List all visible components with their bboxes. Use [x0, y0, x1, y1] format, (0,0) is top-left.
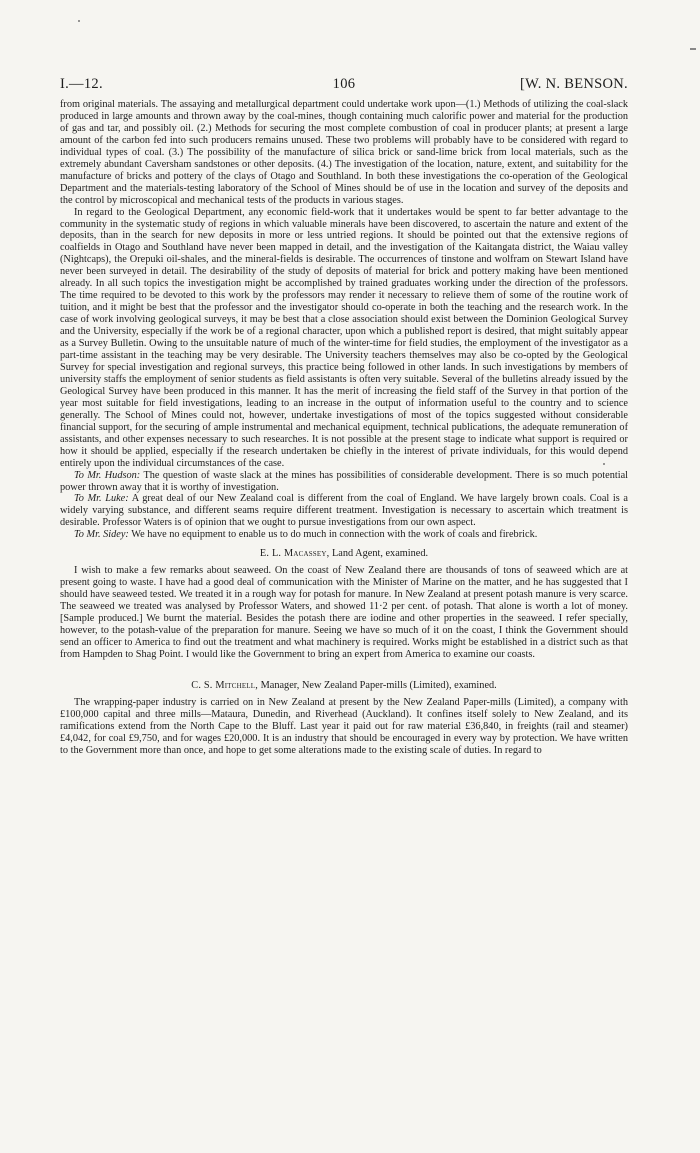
- reply-addressee: To Mr. Luke:: [74, 493, 129, 505]
- witness-heading: [60, 680, 628, 692]
- reply-paragraph: [60, 493, 628, 529]
- witness-role: Manager, New Zealand Paper-mills (Limited), examined.: [260, 679, 497, 691]
- document-page: [60, 76, 628, 757]
- witness-heading: [60, 548, 628, 560]
- author-reference: [W. N. BENSON.: [520, 76, 628, 92]
- reply-addressee: To Mr. Hudson:: [74, 469, 141, 481]
- page-number: 106: [332, 76, 356, 92]
- reply-text: The question of waste slack at the mines has possibilities of considerable development. There is so much potential power thrown away that it is worthy of investigation.: [60, 469, 628, 493]
- reply-text: We have no equipment to enable us to do much in connection with the work of coals and firebrick.: [131, 529, 538, 541]
- speck: [78, 20, 80, 22]
- paragraph: from original materials. The assaying and metallurgical department could undertake work upon—(1.) Methods of utilizing the coal-slack produced in large amounts and thrown away by the coal-mines, though containing much calorific power and material for the production of gas and tar, and possibly oil. (2.) Methods for securing the most complete combustion of coal in producer plants; at present a large amount of the carbon fed into such producers remains unused. These two problems will probably have to be considered with regard to individual types of coal. (3.) The possibility of the manufacture of silica brick or sand-lime brick from local materials, such as the extremely abundant Caversham sandstones or other deposits. (4.) The investigation of the location, nature, extent, and suitability for the manufacture of bricks and pottery of the clays of Otago and Southland. In both these investigations the co-operation of the Geological Department and the materials-testing laboratory of the School of Mines should be of use in the location and survey of the deposits and the control by microscopical and mechanical tests of the products in various stages.: [60, 99, 628, 206]
- running-header: [60, 76, 628, 93]
- reply-paragraph: [60, 529, 628, 541]
- page-edge-mark: [690, 48, 696, 50]
- witness-name: C. S. Mitchell,: [191, 679, 259, 691]
- reply-paragraph: [60, 470, 628, 494]
- witness-statement: The wrapping-paper industry is carried on in New Zealand at present by the New Zealand Paper-mills (Limited), a company with £100,000 capital and three mills—Mataura, Dunedin, and Riverhead (Auckland). It confines itself solely to New Zealand, and its ramifications extend from the North Cape to the Bluff. Last year it paid out for raw material £36,840, in freights (rail and steamer) £4,042, for coal £9,750, and for wages £20,000. It is an industry that should be encouraged in every way by protection. We have written to the Government more than once, and hope to get some alterations made to the existing scale of duties. In regard to: [60, 696, 628, 756]
- witness-statement: I wish to make a few remarks about seaweed. On the coast of New Zealand there are thousands of tons of seaweed which are at present going to waste. I have had a good deal of communication with the Minister of Marine on the matter, and he has suggested that I should have seaweed tested. We treated it in a rough way for potash for manure. In New Zealand at present potash manure is very scarce. The seaweed we treated was analysed by Professor Waters, and showed 11·2 per cent. of potash. That alone is worth a lot of money. [Sample produced.] We burnt the material. Besides the potash there are iodine and other properties in the seaweed. I refer specially, however, to the potash-value of the preparation for manure. Seeing we have so much of it on the coast, I think the Government should send an officer to America to find out the treatment and what machinery is required. Works might be established in a district such as that from Hampden to Shag Point. I would like the Government to bring an expert from America to examine our coasts.: [60, 565, 628, 660]
- document-body: [60, 99, 628, 757]
- witness-name: E. L. Macassey,: [259, 548, 330, 560]
- reply-text: A great deal of our New Zealand coal is different from the coal of England. We have largely brown coals. Coal is a widely varying substance, and different seams require different treatment. Investigation is necessary to ascertain which treatment is desirable. Professor Waters is of opinion that we ought to pursue investigations from our own aspect.: [60, 493, 628, 529]
- section-gap: [60, 661, 628, 673]
- reply-addressee: To Mr. Sidey:: [74, 529, 129, 541]
- paper-reference: I.—12.: [60, 76, 103, 92]
- paragraph: In regard to the Geological Department, any economic field-work that it undertakes would be spent to far better advantage to the community in the systematic study of regions in which valuable minerals have been discovered, to ascertain the nature and extent of the deposits, than in the search for new deposits in more or less untried regions. It should be pointed out that the extensive regions of coalfields in Otago and Southland have never been mapped in detail, and the investigation of the Kaitangata district, the Waiau valley (Nightcaps), the Orepuki oil-shales, and the mineral-fields is desirable. The occurrences of tinstone and wolfram on Stewart Island have never been surveyed in detail. The desirability of the study of deposits of material for brick and pottery making have been mentioned already. In all such topics the investigation might be accomplished by trained graduates working under the direction of the professors. The time required to be devoted to this work by the professors may render it necessary to relieve them of some of the routine work of tuition, and it might be best that the professor and the investigator should co-operate in both the teaching and the research work. In the case of work involving geological surveys, it may be best that a close association should exist between the Dominion Geological Survey and the University, especially if the work be of a regional character, upon which a published report is desired, that might suitably appear as a Survey Bulletin. Owing to the unsuitable nature of much of the winter-time for field studies, the employment of the investigator as a part-time assistant in the teaching may be very desirable. The University teachers themselves may also be co-opted by the Geological Survey for special investigation and regional surveys, this practice being followed in other lands. In such investigations by members of university staffs the employment of senior students as field assistants is often very suitable. Several of the bulletins already issued by the Geological Survey have been produced in this manner. It has the merit of increasing the field staff of the Survey in that portion of the year most suitable for field investigations, leading to an increase in the output of information useful to the country and to science generally. The School of Mines could not, however, undertake investigations of most of the topics suggested without considerable financial support, for the securing of ample instrumental and mechanical equipment, technical publications, the adequate remuneration of assistants, and other expenses necessary to such researches. It is not possible at the present stage to indicate what support is required or how it should be applied, especially if the research undertaken be chiefly in the interest of private individuals, for this would depend entirely upon the individual circumstances of the case.: [60, 206, 628, 469]
- witness-role: Land Agent, examined.: [332, 548, 429, 560]
